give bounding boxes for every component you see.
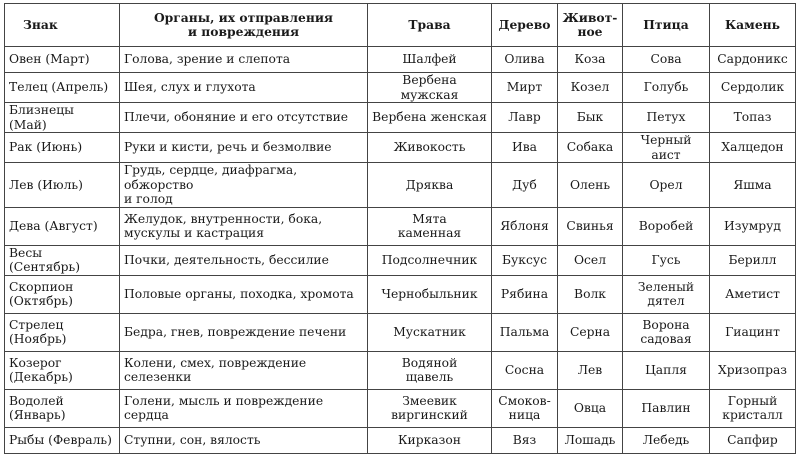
table-body <box>5 47 796 454</box>
herb-text: Вербена мужская <box>400 73 459 102</box>
cell-tree <box>492 47 558 73</box>
cell-animal <box>558 351 623 389</box>
cell-bird <box>623 47 710 73</box>
tree-text: Смоков- ница <box>498 393 551 422</box>
cell-herb <box>368 133 492 163</box>
tree-text: Рябина <box>500 286 549 301</box>
tree-text: Дуб <box>512 177 537 192</box>
cell-organs <box>120 427 368 453</box>
sign-text: Стрелец (Ноябрь) <box>9 317 67 346</box>
herb-text: Живокость <box>393 140 466 155</box>
herb-text: Кирказон <box>398 432 461 447</box>
cell-stone <box>710 47 796 73</box>
cell-sign <box>5 207 120 245</box>
cell-herb <box>368 351 492 389</box>
stone-text: Хризопраз <box>717 362 788 377</box>
cell-bird <box>623 313 710 351</box>
tree-text: Ива <box>512 140 537 155</box>
stone-text: Горный кристалл <box>722 393 783 422</box>
cell-tree <box>492 103 558 133</box>
sign-text: Овен (Март) <box>9 52 90 67</box>
cell-stone <box>710 427 796 453</box>
table-row <box>5 427 796 453</box>
bird-text: Цапля <box>645 362 687 377</box>
cell-animal <box>558 47 623 73</box>
cell-sign <box>5 313 120 351</box>
cell-tree <box>492 133 558 163</box>
sign-text: Лев (Июль) <box>9 177 83 192</box>
cell-sign <box>5 103 120 133</box>
cell-herb <box>368 103 492 133</box>
zodiac-correspondence-table <box>4 3 796 454</box>
table-row <box>5 275 796 313</box>
cell-stone <box>710 313 796 351</box>
cell-tree <box>492 163 558 208</box>
header-animal: Живот- ное <box>558 4 623 47</box>
cell-organs <box>120 47 368 73</box>
table-row <box>5 73 796 103</box>
cell-stone <box>710 207 796 245</box>
stone-text: Яшма <box>733 177 772 192</box>
cell-sign <box>5 275 120 313</box>
animal-text: Лев <box>577 362 603 377</box>
tree-text: Мирт <box>506 80 543 95</box>
table-row <box>5 313 796 351</box>
organs-text: Почки, деятельность, бессилие <box>124 252 329 267</box>
herb-text: Змеевик виргинский <box>391 393 468 422</box>
sign-text: Козерог (Декабрь) <box>9 355 73 384</box>
cell-animal <box>558 163 623 208</box>
tree-text: Вяз <box>512 432 537 447</box>
cell-herb <box>368 313 492 351</box>
herb-text: Подсолнечник <box>381 252 478 267</box>
tree-text: Сосна <box>504 362 545 377</box>
cell-herb <box>368 389 492 427</box>
cell-sign <box>5 163 120 208</box>
cell-herb <box>368 163 492 208</box>
cell-bird <box>623 103 710 133</box>
cell-animal <box>558 427 623 453</box>
tree-text: Олива <box>504 52 545 67</box>
cell-bird <box>623 351 710 389</box>
bird-text: Черный аист <box>640 133 692 162</box>
bird-text: Петух <box>646 110 686 125</box>
organs-text: Голени, мысль и повреждение сердца <box>124 393 324 422</box>
cell-tree <box>492 207 558 245</box>
bird-text: Голубь <box>643 80 689 95</box>
cell-animal <box>558 207 623 245</box>
correspondence-table-wrapper <box>4 3 796 454</box>
sign-text: Водолей (Январь) <box>9 393 66 422</box>
table-row <box>5 389 796 427</box>
header-bird: Птица <box>623 4 710 47</box>
sign-text: Дева (Август) <box>9 218 98 233</box>
bird-text: Ворона садовая <box>640 317 692 346</box>
bird-text: Лебедь <box>642 432 690 447</box>
cell-bird <box>623 427 710 453</box>
cell-bird <box>623 207 710 245</box>
cell-stone <box>710 275 796 313</box>
cell-stone <box>710 103 796 133</box>
cell-bird <box>623 133 710 163</box>
herb-text: Шалфей <box>402 52 457 67</box>
stone-text: Гиацинт <box>725 324 780 339</box>
bird-text: Сова <box>650 52 682 67</box>
cell-stone <box>710 163 796 208</box>
organs-text: Руки и кисти, речь и безмолвие <box>124 140 332 155</box>
cell-herb <box>368 207 492 245</box>
cell-animal <box>558 245 623 275</box>
bird-text: Гусь <box>651 252 681 267</box>
cell-sign <box>5 73 120 103</box>
herb-text: Вербена женская <box>372 110 487 125</box>
cell-herb <box>368 245 492 275</box>
cell-sign <box>5 389 120 427</box>
cell-herb <box>368 427 492 453</box>
cell-stone <box>710 73 796 103</box>
cell-animal <box>558 275 623 313</box>
cell-sign <box>5 133 120 163</box>
table-row <box>5 163 796 208</box>
cell-herb <box>368 275 492 313</box>
cell-herb <box>368 47 492 73</box>
cell-organs <box>120 163 368 208</box>
cell-animal <box>558 103 623 133</box>
sign-text: Рыбы (Февраль) <box>9 432 112 447</box>
cell-tree <box>492 389 558 427</box>
herb-text: Водяной щавель <box>401 355 458 384</box>
sign-text: Близнецы (Май) <box>9 103 74 132</box>
organs-text: Плечи, обоняние и его отсутствие <box>124 110 349 125</box>
tree-text: Пальма <box>499 324 550 339</box>
cell-stone <box>710 133 796 163</box>
cell-sign <box>5 47 120 73</box>
cell-sign <box>5 427 120 453</box>
cell-tree <box>492 245 558 275</box>
cell-organs <box>120 351 368 389</box>
organs-text: Бедра, гнев, повреждение печени <box>124 324 347 339</box>
animal-text: Серна <box>569 324 611 339</box>
herb-text: Мускатник <box>393 324 466 339</box>
animal-text: Собака <box>566 140 614 155</box>
header-organs: Органы, их отправления и повреждения <box>120 4 368 47</box>
sign-text: Весы (Сентябрь) <box>9 245 81 274</box>
cell-organs <box>120 389 368 427</box>
bird-text: Зеленый дятел <box>637 279 695 308</box>
cell-bird <box>623 163 710 208</box>
organs-text: Ступни, сон, вялость <box>124 432 261 447</box>
header-sign: Знак <box>5 4 120 47</box>
cell-herb <box>368 73 492 103</box>
cell-sign <box>5 351 120 389</box>
animal-text: Овца <box>573 400 607 415</box>
table-row <box>5 207 796 245</box>
sign-text: Рак (Июнь) <box>9 140 83 155</box>
cell-stone <box>710 245 796 275</box>
cell-animal <box>558 389 623 427</box>
tree-text: Яблоня <box>500 218 549 233</box>
table-row <box>5 103 796 133</box>
cell-tree <box>492 427 558 453</box>
stone-text: Аметист <box>725 286 780 301</box>
organs-text: Желудок, внутренности, бока, мускулы и кастрация <box>124 211 323 240</box>
header-tree: Дерево <box>492 4 558 47</box>
sign-text: Телец (Апрель) <box>9 80 109 95</box>
cell-sign <box>5 245 120 275</box>
animal-text: Козел <box>570 80 610 95</box>
animal-text: Волк <box>574 286 606 301</box>
stone-text: Халцедон <box>721 140 784 155</box>
organs-text: Колени, смех, повреждение селезенки <box>124 355 307 384</box>
animal-text: Коза <box>574 52 606 67</box>
sign-text: Скорпион (Октябрь) <box>9 279 74 308</box>
cell-organs <box>120 313 368 351</box>
cell-organs <box>120 207 368 245</box>
cell-bird <box>623 73 710 103</box>
cell-animal <box>558 73 623 103</box>
cell-organs <box>120 133 368 163</box>
header-stone: Камень <box>710 4 796 47</box>
animal-text: Свинья <box>566 218 614 233</box>
table-row <box>5 245 796 275</box>
tree-text: Буксус <box>502 252 547 267</box>
animal-text: Лошадь <box>564 432 616 447</box>
herb-text: Дряква <box>405 177 454 192</box>
stone-text: Сапфир <box>727 432 778 447</box>
cell-stone <box>710 351 796 389</box>
cell-stone <box>710 389 796 427</box>
cell-tree <box>492 73 558 103</box>
tree-text: Лавр <box>508 110 541 125</box>
cell-organs <box>120 245 368 275</box>
cell-organs <box>120 103 368 133</box>
table-row <box>5 47 796 73</box>
organs-text: Шея, слух и глухота <box>124 80 256 95</box>
bird-text: Воробей <box>638 218 694 233</box>
cell-tree <box>492 351 558 389</box>
stone-text: Сардоникс <box>717 52 788 67</box>
bird-text: Орел <box>649 177 683 192</box>
table-row <box>5 351 796 389</box>
animal-text: Осел <box>573 252 607 267</box>
herb-text: Чернобыльник <box>381 286 478 301</box>
herb-text: Мята каменная <box>397 211 462 240</box>
organs-text: Голова, зрение и слепота <box>124 52 291 67</box>
animal-text: Бык <box>576 110 604 125</box>
organs-text: Половые органы, походка, хромота <box>124 286 354 301</box>
stone-text: Изумруд <box>724 218 781 233</box>
organs-text: Грудь, сердце, диафрагма, обжорство и голод <box>124 163 298 206</box>
cell-animal <box>558 133 623 163</box>
cell-tree <box>492 275 558 313</box>
stone-text: Берилл <box>728 252 777 267</box>
bird-text: Павлин <box>641 400 691 415</box>
cell-organs <box>120 73 368 103</box>
animal-text: Олень <box>569 177 611 192</box>
stone-text: Топаз <box>733 110 772 125</box>
cell-bird <box>623 389 710 427</box>
header-herb: Трава <box>368 4 492 47</box>
cell-bird <box>623 275 710 313</box>
table-row <box>5 133 796 163</box>
cell-animal <box>558 313 623 351</box>
stone-text: Сердолик <box>720 80 785 95</box>
cell-bird <box>623 245 710 275</box>
cell-tree <box>492 313 558 351</box>
header-row <box>5 4 796 47</box>
cell-organs <box>120 275 368 313</box>
